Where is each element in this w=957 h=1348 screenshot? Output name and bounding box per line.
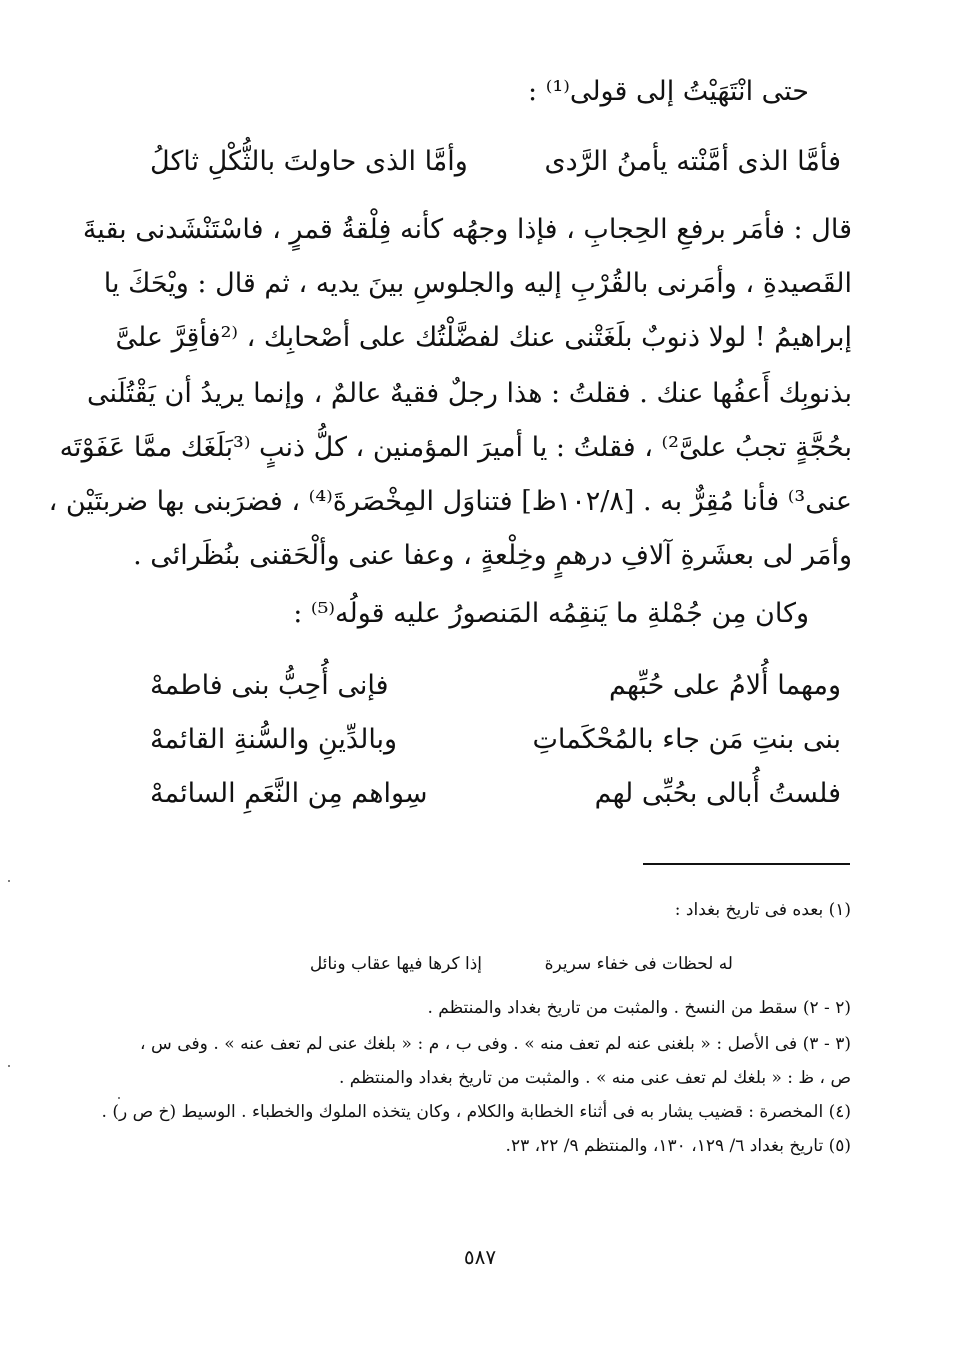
page-number: ٥٨٧: [463, 1245, 497, 1269]
footnote-divider: [643, 863, 850, 865]
scan-speck: [118, 1097, 120, 1099]
intro-line-2: وكان مِن جُمْلةِ ما يَنقِمُه المَنصورُ عليه قولُه⁽⁵⁾ :: [293, 598, 809, 629]
footnote-1-verse-left: إذا كرها فيها عقاب ونائل: [309, 954, 482, 974]
footnote-4: (٤) المخصرة : قضيب يشار به فى أثناء الخطابة والكلام ، وكان يتخذه الملوك والخطباء . الوسيط (خ ص ر) .: [101, 1102, 851, 1122]
paragraph-line: وأمَر لى بعشَرةِ آلافِ درهمٍ وخِلْعةٍ ، وعفا عنى وألْحَقنى بنُظَرائى .: [133, 540, 852, 571]
paragraph-line: بحُجَّةٍ تجبُ علىَّ²⁾ ، فقلتُ : يا أميرَ المؤمنين ، كلُّ ذنبٍ ⁽³بَلَغَك ممَّا عَفَوْتَه: [59, 432, 852, 463]
footnote-1-verse-right: له لحظات فى خفاء سريرة: [544, 954, 733, 974]
paragraph-line: القَصيدةِ ، وأمَرنى بالقُرْبِ إليه والجلوسِ بينَ يديه ، ثم قال : ويْحَكَ يا: [103, 268, 852, 299]
footnote-2: (٢ - ٢) سقط من النسخ . والمثبت من تاريخ بغداد والمنتظم .: [427, 998, 851, 1018]
verse-left-hemistich: فإنى أُحِبُّ بنى فاطمهْ: [150, 670, 389, 701]
verse-right-hemistich: ومهما أُلامُ على حُبِّهم: [609, 670, 841, 701]
scan-speck: [8, 1065, 10, 1067]
verse1-right-hemistich: فأمَّا الذى أمَّنْته يأمنُ الرَّدى: [544, 146, 841, 177]
verse1-left-hemistich: وأمَّا الذى حاولتَ بالثُّكْلِ ثاكلُ: [150, 146, 468, 177]
verse-left-hemistich: وبالدِّينِ والسُّنةِ القائمهْ: [150, 724, 398, 755]
footnote-1-label: (١) بعده فى تاريخ بغداد :: [674, 900, 851, 920]
footnote-3-line-1: (٣ - ٣) فى الأصل : « بلغنى عنه لم تعف منه » . وفى ب ، م : « بلغك عنى لم تعف عنه » . وفى س ،: [140, 1034, 851, 1054]
paragraph-line: قال : فأمَر برفعِ الحِجابِ ، فإذا وجهُه كأنه فِلْقةُ قمرٍ ، فاسْتَنْشَدنى بقيةَ: [82, 214, 852, 245]
scan-speck: [8, 880, 10, 882]
intro-line: حتى انْتَهَيْتُ إلى قولى⁽¹⁾ :: [528, 76, 809, 107]
footnote-3-line-2: ص ، ظ : « بلغك لم تعف عنى منه » . والمثبت من تاريخ بغداد والمنتظم .: [338, 1068, 851, 1088]
verse-right-hemistich: بنى بنتِ مَن جاء بالمُحْكَماتِ: [532, 724, 841, 755]
footnote-5: (٥) تاريخ بغداد ٦/ ١٢٩، ١٣٠، والمنتظم ٩/ ٢٢، ٢٣.: [505, 1136, 851, 1156]
verse-left-hemistich: سِواهم مِن النَّعَمِ السائمهْ: [150, 778, 428, 809]
paragraph-line: إبراهيمُ ! لولا ذنوبٌ بلَغَتْنى عنك لفضَّلْتُك على أصْحابِك ، ⁽²فأقِرَّ علىَّ: [115, 322, 852, 353]
paragraph-line: عنى³⁾ فأنا مُقِرٌّ به . [١٠٢/٨ظ] فتناوَل المِخْصَرةَ⁽⁴⁾ ، فضرَبنى بها ضربتَيْن ،: [48, 486, 852, 517]
paragraph-line: بذنوبِك أَعفُها عنك . فقلتُ : هذا رجلٌ فقيهٌ عالمٌ ، وإنما يريدُ أن يَقْتُلَنى: [87, 378, 852, 409]
verse-right-hemistich: فلستُ أُبالى بحُبِّى لهم: [594, 778, 841, 809]
